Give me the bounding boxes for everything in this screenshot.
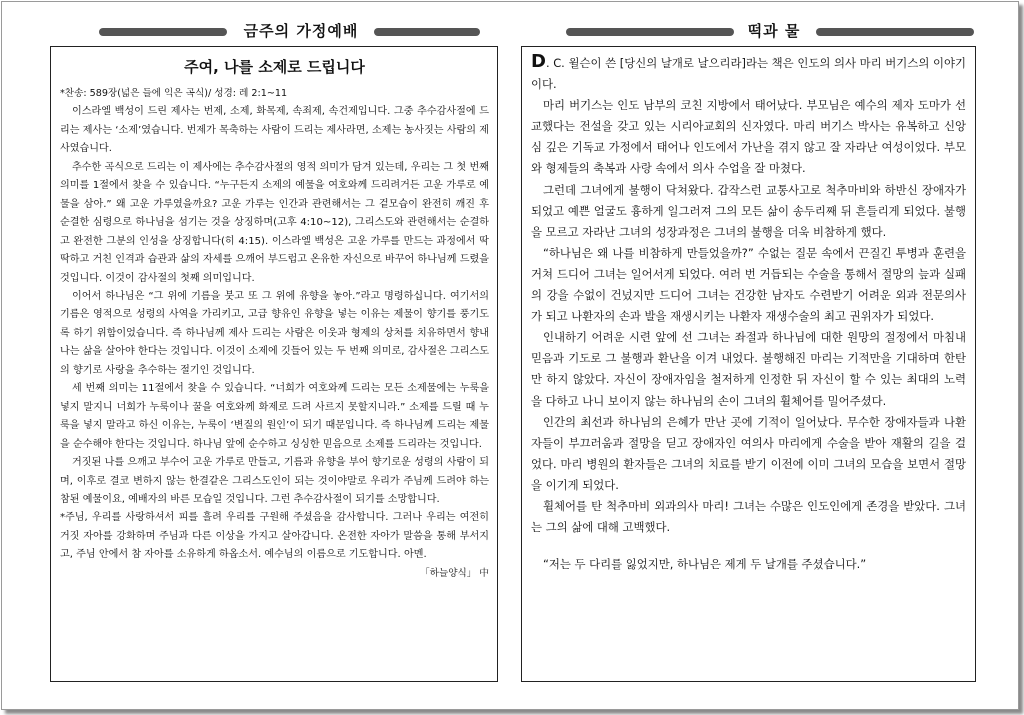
left-header-bar-right: [374, 28, 480, 36]
closing-quote: “저는 두 다리를 잃었지만, 하나님은 제게 두 날개를 주셨습니다.”: [543, 557, 867, 572]
sermon-paragraph: 이어서 하나님은 “그 위에 기름을 붓고 또 그 위에 유향을 놓아.”라고 명령하십니다. 여기서의 기름은 영적으로 성령의 사역을 가리키고, 고급 향유인 유향을 넣는 이유는 제물이 향기를 풍기도록 하기 위함이었습니다. 즉 하나님께 제사 드리는 사람은 이웃과 형제의 상처를 치유하면서 향내 나는 삶을 살아야 한다는 것입니다. 이것이 소제에 깃들어 있는 두 번째 의미로, 감사절은 그리스도의 향기로 사랑을 추수하는 절기인 것입니다.: [60, 290, 489, 376]
left-header-bar-left: [99, 28, 227, 36]
story-paragraph: 마리 버기스는 인도 남부의 코친 지방에서 태어났다. 부모님은 예수의 제자 도마가 선교했다는 전설을 갖고 있는 시리아교회의 신자였다. 마리 버기스 박사는 유복하고 신앙심 깊은 기독교 가정에서 태어나 인도에서 가난을 겪지 않고 잘 자라난 여성이었다. 부모와 형제들의 축복과 사랑 속에서 의사 수업을 잘 마쳤다.: [531, 98, 966, 176]
story-paragraph: “하나님은 왜 나를 비참하게 만들었을까?” 수없는 질문 속에서 끈질긴 투병과 훈련을 거쳐 드디어 그녀는 일어서게 되었다. 여러 번 거듭되는 수술을 통해서 절망의 늪과 실패의 강을 수없이 건넜지만 드디어 그녀는 건강한 남자도 수련받기 어려운 외과 전문의사가 되고 나환자의 손과 발을 재생시키는 나환자 재생수술의 최고 권위자가 되었다.: [531, 245, 966, 324]
right-header-bar-left: [566, 28, 734, 36]
prayer-paragraph: [60, 509, 489, 579]
left-header-title: 금주의 가정예배: [243, 22, 359, 40]
story-intro-text: . C. 윌슨이 쓴 [당신의 날개로 날으리라]라는 책은 인도의 의사 마리 버기스의 이야기이다.: [531, 56, 966, 92]
hymn-scripture-line: *찬송: 589장(넓은 들에 익은 곡식)/ 성경: 레 2:1~11: [60, 88, 288, 99]
sermon-title: 주여, 나를 소제로 드립니다: [184, 58, 365, 76]
sermon-paragraph: 이스라엘 백성이 드린 제사는 번제, 소제, 화목제, 속죄제, 속건제입니다. 그중 추수감사절에 드리는 제사는 ‘소제’였습니다. 번제가 목축하는 사람이 드리는 제사라면, 소제는 농사짓는 사람의 제사였습니다.: [60, 106, 489, 155]
right-header-bar-right: [816, 28, 974, 36]
story-paragraph: 인내하기 어려운 시련 앞에 선 그녀는 좌절과 하나님에 대한 원망의 절정에서 마침내 믿음과 기도로 그 불행과 환난을 이겨 내었다. 불행해진 마리는 기적만을 기대하며 한탄만 하지 않았다. 자신이 장애자임을 철저하게 인정한 뒤 자신이 할 수 있는 최대의 노력을 다하고 나니 보이지 않는 하나님의 손이 그녀의 휠체어를 밀어주셨다.: [531, 330, 966, 408]
source-credit: 「하늘양식」 中: [420, 567, 489, 579]
story-paragraph: 인간의 최선과 하나님의 은혜가 만난 곳에 기적이 일어났다. 무수한 장애자들과 나환자들이 부끄러움과 절망을 딛고 장애자인 여의사 마리에게 수술을 받아 재활의 길을 걸었다. 마리 병원의 환자들은 그녀의 치료를 받기 이전에 이미 그녀의 모습을 보면서 절망을 이기게 되었다.: [531, 414, 966, 492]
right-header-title: 떡과 물: [747, 22, 801, 40]
sermon-paragraph: 추수한 곡식으로 드리는 이 제사에는 추수감사절의 영적 의미가 담겨 있는데, 우리는 그 첫 번째 의미를 1절에서 찾을 수 있습니다. “누구든지 소제의 예물을 여호와께 드리려거든 고운 가루로 예물을 삼아.” 왜 고운 가루였을까요? 고운 가루는 인간과 관련해서는 그 겉모습이 완전히 깨진 후 순결한 심령으로 하나님을 섬기는 것을 상징하며(고후 4:10~12), 그리스도와 관련해서는 순결하고 완전한 그분의 인성을 상징합니다(히 4:15). 이스라엘 백성은 고운 가루를 만드는 과정에서 딱딱하고 거친 인격과 습관과 삶의 자세를 으깨어 부드럽고 온유한 자신으로 바꾸어 하나님께 드렸을 것입니다. 이것이 감사절의 첫째 의미입니다.: [60, 161, 489, 284]
sermon-paragraph: 세 번째 의미는 11절에서 찾을 수 있습니다. “너희가 여호와께 드리는 모든 소제물에는 누룩을 넣지 말지니 너희가 누룩이나 꿀을 여호와께 화제로 드려 사르지 못할지니라.” 소제를 드릴 때 누룩을 넣지 말라고 하신 이유는, 누룩이 ‘변질의 원인’이 되기 때문입니다. 즉 하나님께 드리는 제물을 순수해야 한다는 것입니다. 하나님 앞에 순수하고 싱싱한 믿음으로 소제를 드리라는 것입니다.: [60, 383, 489, 450]
prayer-text: *주님, 우리를 사랑하셔서 피를 흘려 우리를 구원해 주셨음을 감사합니다. 그러나 우리는 여전히 거짓 자아를 강화하며 주님과 다른 이상을 가지고 살아갑니다. 온전한 자아가 말씀을 통해 부서지고, 주님 안에서 참 자아를 소유하게 하옵소서. 예수님의 이름으로 기도합니다. 아멘.: [60, 512, 489, 561]
sermon-paragraph: 거짓된 나를 으깨고 부수어 고운 가루로 만들고, 기름과 유향을 부어 향기로운 성령의 사람이 되며, 이후로 결코 변하지 않는 한결같은 그리스도인이 되는 것이야말로 우리가 주님께 드려야 하는 참된 예물이요, 예배자의 바른 모습일 것입니다. 그런 추수감사절이 되기를 소망합니다.: [60, 457, 489, 505]
story-paragraph-first: [531, 51, 966, 95]
story-paragraph: 휠체어를 탄 척추마비 외과의사 마리! 그녀는 수많은 인도인에게 존경을 받았다. 그녀는 그의 삶에 대해 고백했다.: [531, 498, 966, 535]
drop-letter: D: [531, 51, 546, 72]
story-paragraph: 그런데 그녀에게 불행이 닥쳐왔다. 갑작스런 교통사고로 척추마비와 하반신 장애자가 되었고 예쁜 얼굴도 흉하게 일그러져 그의 모든 삶이 송두리째 뒤 흔들리게 되었다. 불행을 모르고 자라난 그녀의 성장과정은 그녀의 불행을 더욱 비참하게 했다.: [531, 182, 966, 239]
bread-and-water-box: [521, 46, 976, 682]
family-worship-box: [50, 46, 498, 682]
